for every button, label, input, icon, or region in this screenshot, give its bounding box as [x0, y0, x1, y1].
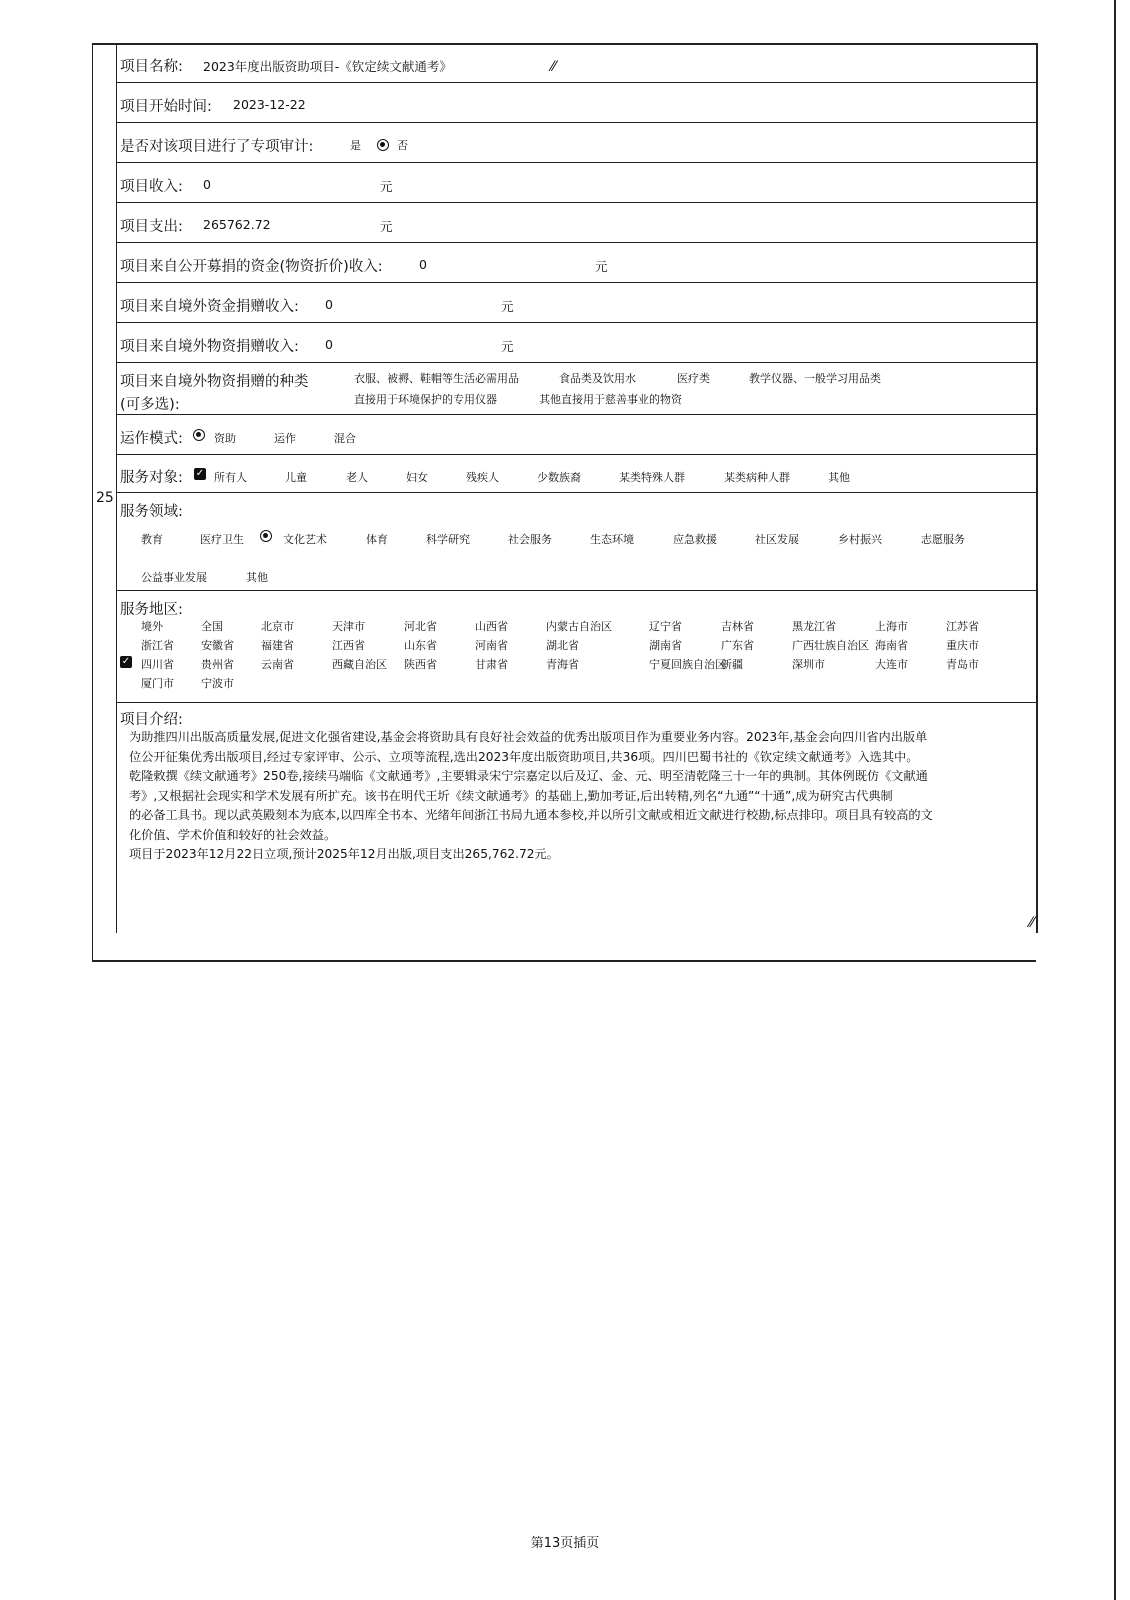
row-expense — [117, 203, 1036, 243]
region-option[interactable]: 宁波市 — [201, 677, 234, 690]
page-footer: 第13页插页 — [530, 1536, 600, 1551]
resize-handle-icon[interactable]: ⁄⁄ — [551, 59, 556, 75]
region-option[interactable]: 山西省 — [475, 620, 508, 633]
region-option[interactable]: 海南省 — [875, 639, 908, 652]
row-audit — [117, 123, 1036, 163]
intro-line: 考》,又根据社会现实和学术发展有所扩充。该书在明代王圻《续文献通考》的基础上,勤加考证,后出转精,列名“九通”“十通”,成为研究古代典制 — [129, 788, 893, 803]
region-option[interactable]: 陕西省 — [404, 658, 437, 671]
region-option[interactable]: 四川省 — [141, 658, 174, 671]
region-option[interactable]: 上海市 — [875, 620, 908, 633]
region-option[interactable]: 天津市 — [332, 620, 365, 633]
target-option-women[interactable]: 妇女 — [406, 471, 428, 484]
region-checkbox-checked[interactable]: ✓ — [121, 656, 131, 667]
field-option-social[interactable]: 社会服务 — [508, 533, 552, 546]
region-option[interactable]: 江苏省 — [946, 620, 979, 633]
project-name-label: 项目名称: — [120, 59, 183, 75]
start-date-value[interactable]: 2023-12-22 — [233, 97, 306, 112]
region-option[interactable]: 河南省 — [475, 639, 508, 652]
resize-handle-icon[interactable]: ⁄⁄ — [1029, 915, 1034, 931]
row-mode — [117, 415, 1036, 455]
goods-types-label-multi: (可多选): — [120, 397, 180, 413]
public-fund-label: 项目来自公开募捐的资金(物资折价)收入: — [120, 259, 383, 275]
region-option[interactable]: 贵州省 — [201, 658, 234, 671]
field-option-sports[interactable]: 体育 — [366, 533, 388, 546]
intro-line: 位公开征集优秀出版项目,经过专家评审、公示、立项等流程,选出2023年度出版资助项目,共36项。四川巴蜀书社的《钦定续文献通考》入选其中。 — [129, 749, 919, 764]
income-unit: 元 — [380, 179, 393, 194]
public-fund-value[interactable]: 0 — [419, 257, 427, 272]
region-option[interactable]: 青岛市 — [946, 658, 979, 671]
row-number: 25 — [96, 490, 114, 506]
field-option-health[interactable]: 医疗卫生 — [200, 533, 244, 546]
region-option[interactable]: 山东省 — [404, 639, 437, 652]
field-option-emergency[interactable]: 应急救援 — [673, 533, 717, 546]
income-label: 项目收入: — [120, 179, 183, 195]
intro-line: 化价值、学术价值和较好的社会效益。 — [129, 827, 337, 842]
row-start-date — [117, 83, 1036, 123]
region-option[interactable]: 北京市 — [261, 620, 294, 633]
foreign-goods-unit: 元 — [501, 339, 514, 354]
field-radio-culture[interactable] — [260, 529, 272, 542]
region-option[interactable]: 辽宁省 — [649, 620, 682, 633]
mode-radio-fund[interactable] — [193, 428, 205, 441]
goods-option-environment[interactable]: 直接用于环境保护的专用仪器 — [354, 393, 497, 406]
region-option[interactable]: 境外 — [141, 620, 163, 633]
region-option[interactable]: 甘肃省 — [475, 658, 508, 671]
region-option[interactable]: 云南省 — [261, 658, 294, 671]
expense-value[interactable]: 265762.72 — [203, 217, 271, 232]
region-option[interactable]: 新疆 — [721, 658, 743, 671]
row-intro — [117, 703, 1036, 933]
foreign-goods-value[interactable]: 0 — [325, 337, 333, 352]
intro-label: 项目介绍: — [120, 712, 183, 728]
targets-check-all[interactable]: ✓ — [195, 468, 205, 479]
region-option[interactable]: 内蒙古自治区 — [546, 620, 612, 633]
region-option[interactable]: 黑龙江省 — [792, 620, 836, 633]
region-option[interactable]: 宁夏回族自治区 — [649, 658, 726, 671]
foreign-fund-value[interactable]: 0 — [325, 297, 333, 312]
region-option[interactable]: 重庆市 — [946, 639, 979, 652]
target-option-elderly[interactable]: 老人 — [346, 471, 368, 484]
field-option-welfare[interactable]: 公益事业发展 — [141, 571, 207, 584]
mode-option-fund[interactable]: 资助 — [214, 432, 236, 445]
region-option[interactable]: 西藏自治区 — [332, 658, 387, 671]
target-option-minority[interactable]: 少数族裔 — [537, 471, 581, 484]
audit-label: 是否对该项目进行了专项审计: — [120, 139, 314, 155]
goods-option-daily[interactable]: 衣服、被褥、鞋帽等生活必需用品 — [354, 372, 519, 385]
region-option[interactable]: 广西壮族自治区 — [792, 639, 869, 652]
audit-yes-option[interactable]: 是 — [350, 139, 361, 152]
target-option-disease[interactable]: 某类病种人群 — [724, 471, 790, 484]
region-option[interactable]: 厦门市 — [141, 677, 174, 690]
row-fields — [117, 493, 1036, 591]
region-option[interactable]: 河北省 — [404, 620, 437, 633]
public-fund-unit: 元 — [595, 259, 608, 274]
field-option-volunteer[interactable]: 志愿服务 — [921, 533, 965, 546]
row-project-name — [117, 43, 1036, 83]
region-option[interactable]: 大连市 — [875, 658, 908, 671]
intro-line: 乾隆敕撰《续文献通考》250卷,接续马端临《文献通考》,主要辑录宋宁宗嘉定以后及辽、金、元、明至清乾隆三十一年的典制。其体例既仿《文献通 — [129, 769, 928, 783]
target-option-other[interactable]: 其他 — [828, 471, 850, 484]
row-public-fund — [117, 243, 1036, 283]
goods-types-label: 项目来自境外物资捐赠的种类 — [120, 374, 309, 390]
page-edge-line — [1114, 0, 1116, 1600]
mode-option-mixed[interactable]: 混合 — [334, 432, 356, 445]
audit-no-option[interactable]: 否 — [397, 139, 408, 152]
goods-option-medical[interactable]: 医疗类 — [677, 372, 710, 385]
goods-option-other[interactable]: 其他直接用于慈善事业的物资 — [539, 393, 682, 406]
regions-label: 服务地区: — [120, 602, 183, 618]
goods-option-teaching[interactable]: 教学仪器、一般学习用品类 — [749, 372, 881, 385]
intro-text[interactable] — [129, 728, 1024, 865]
row-goods-types — [117, 363, 1036, 415]
row-regions — [117, 591, 1036, 703]
target-option-disabled[interactable]: 残疾人 — [466, 471, 499, 484]
audit-no-radio[interactable] — [377, 136, 389, 151]
field-option-culture[interactable]: 文化艺术 — [283, 533, 327, 546]
region-option[interactable]: 全国 — [201, 620, 223, 633]
field-option-community[interactable]: 社区发展 — [755, 533, 799, 546]
target-option-children[interactable]: 儿童 — [285, 471, 307, 484]
target-option-special[interactable]: 某类特殊人群 — [619, 471, 685, 484]
foreign-fund-unit: 元 — [501, 299, 514, 314]
region-option[interactable]: 江西省 — [332, 639, 365, 652]
goods-option-food[interactable]: 食品类及饮用水 — [559, 372, 636, 385]
row-foreign-fund — [117, 283, 1036, 323]
region-option[interactable]: 吉林省 — [721, 620, 754, 633]
region-option[interactable]: 福建省 — [261, 639, 294, 652]
row-targets — [117, 455, 1036, 493]
income-value[interactable]: 0 — [203, 177, 211, 192]
expense-unit: 元 — [380, 219, 393, 234]
start-date-label: 项目开始时间: — [120, 99, 212, 115]
target-option-all[interactable]: 所有人 — [214, 471, 247, 484]
mode-option-operate[interactable]: 运作 — [274, 432, 296, 445]
region-option[interactable]: 广东省 — [721, 639, 754, 652]
field-option-rural[interactable]: 乡村振兴 — [838, 533, 882, 546]
row-foreign-goods — [117, 323, 1036, 363]
foreign-fund-label: 项目来自境外资金捐赠收入: — [120, 299, 299, 315]
intro-line: 的必备工具书。现以武英殿刻本为底本,以四库全书本、光绪年间浙江书局九通本参校,并以所引文献或相近文献进行校勘,标点排印。项目具有较高的文 — [129, 808, 933, 822]
region-option[interactable]: 湖北省 — [546, 639, 579, 652]
expense-label: 项目支出: — [120, 219, 183, 235]
region-option[interactable]: 安徽省 — [201, 639, 234, 652]
region-option[interactable]: 青海省 — [546, 658, 579, 671]
mode-label: 运作模式: — [120, 431, 183, 447]
targets-label: 服务对象: — [120, 470, 183, 486]
field-option-science[interactable]: 科学研究 — [426, 533, 470, 546]
region-option[interactable]: 深圳市 — [792, 658, 825, 671]
project-name-value[interactable]: 2023年度出版资助项目-《钦定续文献通考》 — [203, 59, 452, 74]
field-option-ecology[interactable]: 生态环境 — [590, 533, 634, 546]
foreign-goods-label: 项目来自境外物资捐赠收入: — [120, 339, 299, 355]
field-option-other[interactable]: 其他 — [246, 571, 268, 584]
fields-label: 服务领域: — [120, 504, 183, 520]
region-option[interactable]: 湖南省 — [649, 639, 682, 652]
field-option-education[interactable]: 教育 — [141, 533, 163, 546]
intro-line: 为助推四川出版高质量发展,促进文化强省建设,基金会将资助具有良好社会效益的优秀出版项目作为重要业务内容。2023年,基金会向四川省内出版单 — [129, 730, 928, 744]
intro-line: 项目于2023年12月22日立项,预计2025年12月出版,项目支出265,762.72元。 — [129, 847, 559, 861]
region-option[interactable]: 浙江省 — [141, 639, 174, 652]
row-income — [117, 163, 1036, 203]
project-table — [116, 43, 1038, 933]
